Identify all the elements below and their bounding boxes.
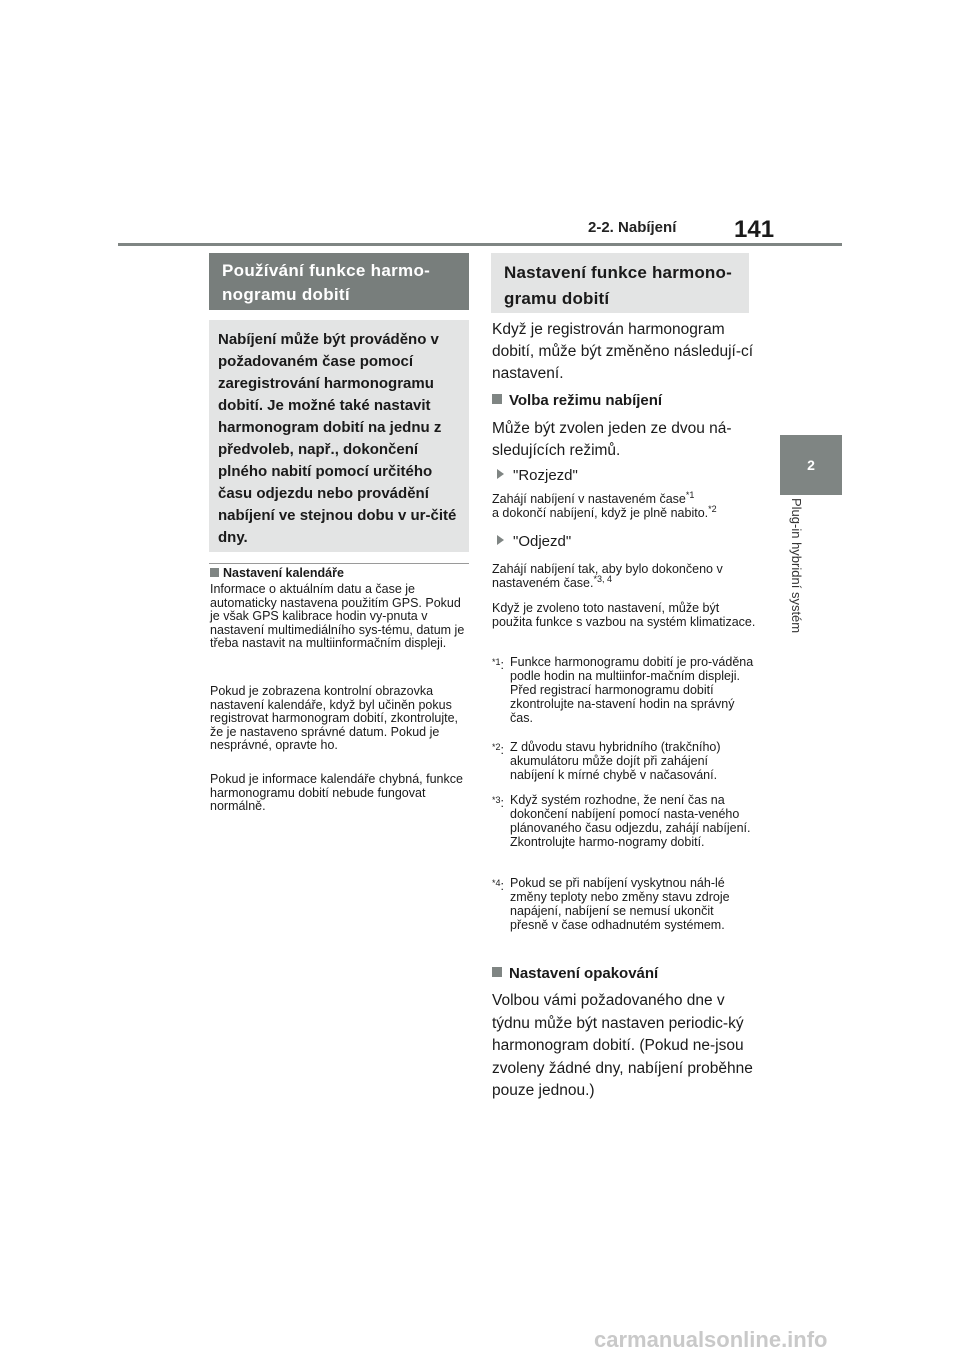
watermark: carmanualsonline.info bbox=[594, 1327, 828, 1352]
page-number: 141 bbox=[734, 216, 775, 243]
option-rozjezd bbox=[497, 467, 578, 484]
repeat-heading-text: Nastavení opakování bbox=[509, 965, 659, 982]
chapter-number: 2 bbox=[807, 457, 815, 473]
option-odjezd-note: Když je zvoleno toto nastavení, může být použita funkce s vazbou na systém klimatizace. bbox=[492, 601, 756, 629]
option-odjezd-line1: Zahájí nabíjení tak, aby bylo dokončeno v nastaveném čase. bbox=[492, 562, 723, 590]
mode-heading bbox=[492, 392, 662, 409]
option-rozjezd-label: "Rozjezd" bbox=[513, 467, 578, 484]
calendar-heading bbox=[210, 566, 344, 580]
calendar-paragraph-2: Pokud je zobrazena kontrolní obrazovka nastavení kalendáře, když byl učiněn pokus registrovat harmonogram dobití, zkontrolujte, že je nastaveno správné datum. Pokud je nesprávné, opravte ho. bbox=[210, 684, 459, 752]
footnote-ref: *2 bbox=[708, 504, 717, 514]
footnote-ref: *1 bbox=[685, 490, 695, 500]
square-bullet-icon bbox=[210, 568, 219, 577]
option-odjezd-text bbox=[492, 562, 757, 590]
footnote bbox=[492, 876, 754, 932]
footnote-text: Z důvodu stavu hybridního (trakčního) akumulátoru může dojít při zahájení nabíjení k mírné chybě v načasování. bbox=[510, 740, 721, 782]
square-bullet-icon bbox=[492, 394, 502, 404]
chapter-tab bbox=[780, 435, 842, 495]
chapter-title: Plug-in hybridní systém bbox=[789, 498, 804, 634]
right-intro-text: Když je registrován harmonogram dobití, může být změněno následují-cí nastavení. bbox=[492, 321, 754, 382]
mode-text: Může být zvolen jeden ze dvou ná-sledujících režimů. bbox=[492, 420, 732, 459]
footnote-text: Když systém rozhodne, že není čas na dokončení nabíjení pomocí nasta-veného plánovaného času odjezdu, zahájí nabíjení. Zkontrolujte harmo-nogramy dobití. bbox=[510, 793, 751, 849]
option-rozjezd-text bbox=[492, 492, 757, 520]
repeat-heading bbox=[492, 965, 658, 982]
left-section-title: Používání funkce harmo-nogramu dobití bbox=[222, 261, 431, 304]
option-rozjezd-line1: Zahájí nabíjení v nastaveném čase bbox=[492, 492, 686, 506]
footnote bbox=[492, 793, 754, 849]
footnote bbox=[492, 740, 754, 782]
option-odjezd-label: "Odjezd" bbox=[513, 533, 572, 550]
triangle-bullet-icon bbox=[497, 469, 504, 479]
option-rozjezd-line2: a dokončí nabíjení, když je plně nabito. bbox=[492, 506, 709, 520]
option-odjezd bbox=[497, 533, 571, 550]
intro-text: Nabíjení může být prováděno v požadovaném čase pomocí zaregistrování harmonogramu dobití. Je možné také nastavit harmonogram dobití na jednu z předvoleb, např., dokončení plného nabití pomocí určitého času odjezdu nebo provádění nabíjení ve stejnou dobu v ur-čité dny. bbox=[218, 331, 457, 546]
square-bullet-icon bbox=[492, 967, 502, 977]
footnote-text: Funkce harmonogramu dobití je pro-váděna podle hodin na multiinfor-mačním displeji. Před registrací harmonogramu dobití zkontrolujte na-stavení hodin na správný čas. bbox=[510, 655, 754, 725]
footnote-ref: *3, 4 bbox=[593, 574, 612, 584]
header-divider bbox=[118, 243, 842, 246]
right-section-title: Nastavení funkce harmono-gramu dobití bbox=[504, 263, 732, 308]
repeat-text: Volbou vámi požadovaného dne v týdnu může být nastaven periodic-ký harmonogram dobití. (Pokud ne-jsou zvoleny žádné dny, nabíjení proběhne pouze jednou.) bbox=[492, 992, 753, 1099]
mode-heading-text: Volba režimu nabíjení bbox=[509, 392, 663, 409]
calendar-paragraph-1: Informace o aktuálním datu a čase je automaticky nastavena použitím GPS. Pokud je však GPS kalibrace hodin vy-pnuta v nastavení multimediálního sys-tému, datum je třeba nastavit na multiinformačním displeji. bbox=[210, 582, 465, 650]
footnote-mark: $^{*3}$: bbox=[492, 795, 504, 810]
footnote-mark: $^{*4}$: bbox=[492, 878, 504, 893]
footnote bbox=[492, 655, 754, 725]
footnote-text: Pokud se při nabíjení vyskytnou náh-lé změny teploty nebo změny stavu zdroje napájení, nabíjení se nemusí ukončit přesně v čase odhadnutém systémem. bbox=[510, 876, 730, 932]
calendar-paragraph-3: Pokud je informace kalendáře chybná, funkce harmonogramu dobití nebude fungovat normálně. bbox=[210, 772, 463, 813]
triangle-bullet-icon bbox=[497, 535, 504, 545]
footnote-mark: $^{*2}$: bbox=[492, 742, 504, 757]
calendar-heading-text: Nastavení kalendáře bbox=[223, 566, 344, 580]
section-title: 2-2. Nabíjení bbox=[588, 219, 677, 236]
footnote-mark: $^{*1}$: bbox=[492, 657, 504, 672]
left-divider bbox=[209, 563, 469, 564]
